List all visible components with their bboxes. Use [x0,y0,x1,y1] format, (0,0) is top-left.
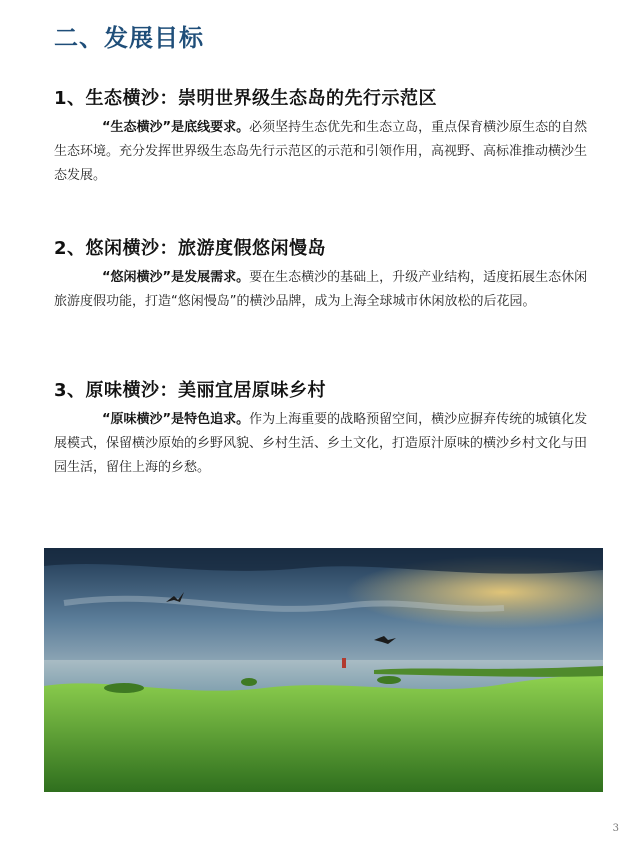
section-heading: 2、悠闲横沙：旅游度假悠闲慢岛 [54,238,327,259]
section-lead: “悠闲横沙”是发展需求。 [102,270,250,285]
section-original [54,376,594,480]
section-text: 作为上海重要的战略预留空间，横沙应摒弃传统的城镇化发展模式，保留横沙原始的乡野风貌、乡村生活、乡土文化，打造原汁原味的横沙乡村文化与田园生活，留住上海的乡愁。 [54,412,588,475]
grass-field [44,675,603,792]
section-text: 要在生态横沙的基础上，升级产业结构，适度拓展生态休闲旅游度假功能，打造“悠闲慢岛”的横沙品牌，成为上海全球城市休闲放松的后花园。 [54,270,588,309]
section-leisure [54,234,594,314]
wetland-landscape-photo [44,548,603,792]
section-paragraph [54,266,594,314]
section-heading: 1、生态横沙：崇明世界级生态岛的先行示范区 [54,88,438,109]
section-lead: “生态横沙”是底线要求。 [102,120,250,135]
section-lead: “原味横沙”是特色追求。 [102,412,250,427]
grass-tuft [377,676,401,684]
grass-tuft [241,678,257,686]
distant-figure [342,658,346,668]
section-heading: 3、原味横沙：美丽宜居原味乡村 [54,380,327,401]
page-number: 3 [612,823,619,834]
landscape-illustration [44,548,603,792]
section-paragraph [54,116,594,188]
page-title: 二、发展目标 [54,24,204,52]
section-paragraph [54,408,594,480]
section-ecological [54,84,594,188]
section-text: 必须坚持生态优先和生态立岛，重点保育横沙原生态的自然生态环境。充分发挥世界级生态岛先行示范区的示范和引领作用，高视野、高标准推动横沙生态发展。 [54,120,588,183]
grass-tuft [104,683,144,693]
